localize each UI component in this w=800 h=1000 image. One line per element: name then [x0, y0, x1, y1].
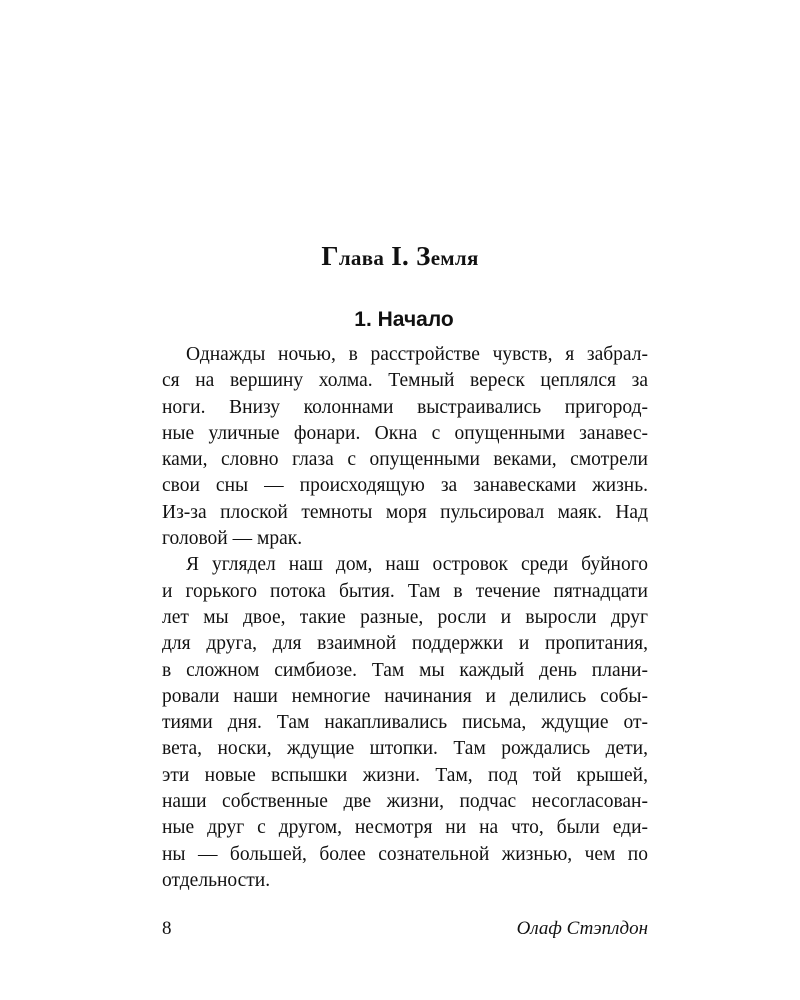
section-title: 1. Начало — [354, 308, 454, 331]
text-line: Я углядел наш дом, наш островок среди буйного — [186, 554, 648, 576]
text-line: отдельности. — [162, 869, 271, 891]
text-line: лет мы двое, такие разные, росли и выросли друг — [162, 606, 648, 628]
chapter-label-initial: Г — [321, 241, 339, 271]
text-line: ровали наши немногие начинания и делились собы- — [162, 685, 648, 707]
text-line: ные уличные фонари. Окна с опущенными занавес- — [162, 422, 648, 444]
text-line: ные друг с другом, несмотря ни на что, были еди- — [162, 817, 648, 839]
text-line: вета, носки, ждущие штопки. Там рождались дети, — [162, 738, 648, 760]
chapter-number: I. — [391, 241, 410, 271]
text-line: тиями дня. Там накапливались письма, ждущие от- — [162, 712, 648, 734]
paragraph-2 — [162, 552, 648, 894]
text-line: ноги. Внизу колоннами выстраивались пригород- — [162, 396, 648, 418]
text-line: ны — большей, более сознательной жизнью, чем по — [162, 843, 648, 865]
chapter-name-initial: З — [416, 241, 431, 271]
text-line: ками, словно глаза с опущенными веками, смотрели — [162, 449, 648, 471]
chapter-label-rest: лава — [338, 246, 385, 270]
page-number: 8 — [162, 918, 172, 939]
text-line: эти новые вспышки жизни. Там, под той крышей, — [162, 764, 648, 786]
text-line: для друга, для взаимной поддержки и пропитания, — [162, 633, 648, 655]
text-line: и горького потока бытия. Там в течение пятнадцати — [162, 580, 648, 602]
chapter-name-rest: емля — [430, 246, 479, 270]
text-line: свои сны — происходящую за занавесками жизнь. — [162, 475, 648, 497]
chapter-title — [0, 240, 800, 274]
running-footer-author: Олаф Стэплдон — [516, 918, 648, 939]
text-line: головой — мрак. — [162, 528, 303, 550]
body-text — [162, 342, 648, 894]
paragraph-1 — [162, 342, 648, 552]
text-line: Из-за плоской темноты моря пульсировал маяк. Над — [162, 501, 648, 523]
text-line: ся на вершину холма. Темный вереск цеплялся за — [162, 370, 648, 392]
text-line: в сложном симбиозе. Там мы каждый день плани- — [162, 659, 648, 681]
text-line: наши собственные две жизни, подчас несогласован- — [162, 791, 648, 813]
text-line: Однажды ночью, в расстройстве чувств, я забрал- — [186, 344, 648, 365]
